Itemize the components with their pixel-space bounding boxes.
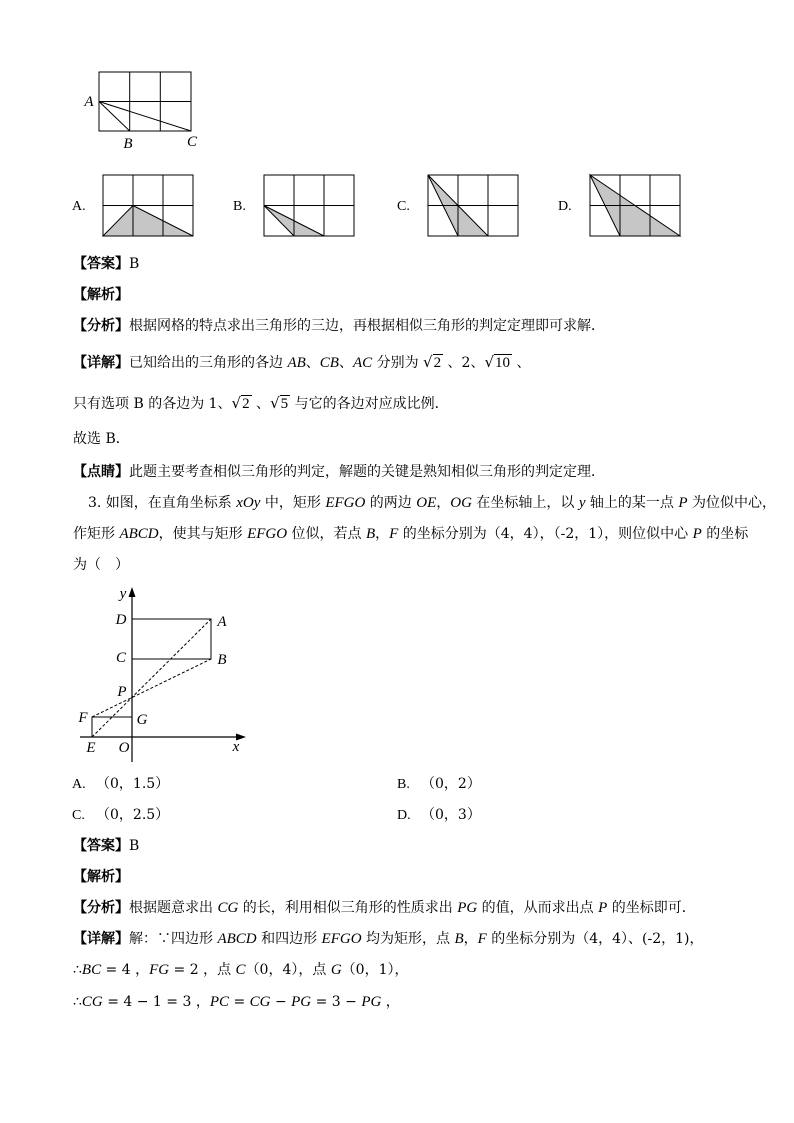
text-run: 为（ ） [73, 557, 129, 573]
choice-d-figure [590, 175, 680, 236]
section-tag: 【详解】 [73, 931, 129, 947]
point-label-d: D [115, 612, 127, 628]
math-variable: PG [457, 900, 478, 916]
math-variable: PG [361, 994, 382, 1010]
text-run: 的值，从而求出点 [477, 900, 599, 916]
axis-label-x: x [232, 739, 240, 755]
text-run: 的坐标 [701, 526, 749, 542]
math-variable: P [692, 526, 702, 542]
math-variable: CG [217, 900, 239, 916]
point-label-a: A [217, 614, 227, 630]
text-run: − [270, 994, 292, 1010]
text-run: 3. 如图，在直角坐标系 [88, 495, 237, 511]
q3-coordinate-figure [70, 580, 250, 765]
text-run: 、 [338, 355, 353, 371]
text-run: 的坐标分别为（4，4），（-2，1），则位似中心 [398, 526, 693, 542]
section-tag: 【点睛】 [73, 464, 129, 480]
section-tag: 【解析】 [73, 287, 129, 303]
text-run: 的两边 [365, 495, 417, 511]
square-root [270, 396, 290, 412]
rectangle-abcd [132, 619, 211, 659]
choice-value: （0，2.5） [96, 807, 170, 823]
choice-value: （0，1.5） [96, 776, 170, 792]
dashed-line-fb [92, 659, 211, 717]
math-variable: CB [319, 355, 339, 371]
point-label-c: C [186, 134, 198, 150]
point-label-g: G [136, 712, 148, 728]
square-root [423, 355, 443, 371]
q3-detail-line [73, 929, 704, 949]
math-variable: AB [287, 355, 306, 371]
q2-reference-figure [99, 72, 191, 131]
text-run: 已知给出的三角形的各边 [129, 355, 288, 371]
q3-answer-line [73, 836, 139, 856]
math-variable: F [389, 526, 399, 542]
math-variable: EFGO [325, 495, 366, 511]
q2-fenxi-line [73, 316, 605, 336]
text-run: 的长，利用相似三角形的性质求出 [238, 900, 458, 916]
math-variable: ABCD [217, 931, 257, 947]
choice-label: D. [397, 808, 411, 823]
point-label-c: C [115, 650, 127, 666]
text-run: 为位似中心， [687, 495, 777, 511]
section-tag: 【解析】 [73, 869, 129, 885]
text-run: ∴ [73, 994, 82, 1010]
text-run: = 4 − 1 = 3 ， [102, 994, 210, 1010]
text-run: 、 [305, 355, 320, 371]
choice-value: （0，2） [421, 776, 481, 792]
math-variable: F [477, 931, 487, 947]
math-variable: P [598, 900, 608, 916]
text-run: B [129, 838, 140, 854]
q2-figures [60, 60, 700, 250]
q2-detail-line [73, 393, 449, 414]
q3-stem-line [73, 555, 129, 575]
text-run: 的坐标即可． [607, 900, 696, 916]
text-run: 与它的各边对应成比例． [290, 396, 449, 412]
q3-choice-d[interactable] [397, 805, 481, 826]
math-variable: CG [81, 994, 103, 1010]
math-variable: OG [450, 495, 472, 511]
text-run: ， [375, 526, 390, 542]
q3-choice-a[interactable] [72, 774, 169, 795]
radicand: 10 [495, 355, 511, 371]
text-run: 只有选项 B 的各边为 1、 [73, 396, 232, 412]
math-variable: y [578, 495, 586, 511]
choice-label: A. [72, 777, 86, 792]
rectangle-efgo [92, 717, 132, 737]
math-variable: PC [209, 994, 230, 1010]
q2-choice-b-label[interactable]: B. [233, 199, 246, 214]
q2-conclusion-line [73, 429, 130, 449]
math-variable: OE [416, 495, 437, 511]
radicand: 5 [280, 396, 289, 412]
math-variable: EFGO [247, 526, 288, 542]
q3-choice-c[interactable] [72, 805, 169, 826]
q3-stem-line [88, 493, 776, 513]
section-tag: 【答案】 [73, 256, 129, 272]
choice-a-figure [103, 175, 193, 236]
y-axis-arrow-icon [129, 587, 136, 597]
text-run: ， [436, 495, 451, 511]
text-run: 解：∵四边形 [129, 931, 218, 947]
math-variable: B [365, 526, 376, 542]
q2-answer-line [73, 254, 139, 274]
text-run: 位似，若点 [287, 526, 366, 542]
point-label-b: B [123, 136, 133, 152]
math-variable: B [454, 931, 464, 947]
text-run: 作矩形 [73, 526, 120, 542]
text-run: 根据题意求出 [129, 900, 218, 916]
math-variable: FG [149, 962, 170, 978]
q3-detail-line [73, 960, 409, 980]
q2-detail-line [73, 352, 530, 373]
q2-choice-c-label[interactable]: C. [397, 199, 410, 214]
section-tag: 【分析】 [73, 900, 129, 916]
text-run: = 2 ，点 [169, 962, 236, 978]
dashed-line-ea [92, 619, 211, 737]
q2-tip-line [73, 462, 605, 482]
text-run: 、 [251, 396, 271, 412]
segment-ac [99, 102, 191, 132]
choice-b-figure [264, 175, 354, 236]
math-variable: BC [81, 962, 102, 978]
choice-c-figure [428, 175, 518, 236]
axis-label-y: y [119, 586, 127, 602]
text-run: 轴上的某一点 [585, 495, 679, 511]
text-run: ∴ [73, 962, 82, 978]
math-variable: ABCD [119, 526, 159, 542]
math-variable: G [330, 962, 342, 978]
text-run: 中，矩形 [260, 495, 326, 511]
text-run: 分别为 [372, 355, 424, 371]
point-label-o: O [118, 740, 130, 756]
section-tag: 【详解】 [73, 355, 129, 371]
text-run: 的坐标分别为（4，4）、(-2，1)， [486, 931, 704, 947]
radicand: 2 [433, 355, 442, 371]
text-run: 此题主要考查相似三角形的判定，解题的关键是熟知相似三角形的判定定理． [129, 464, 605, 480]
text-run: = [229, 994, 250, 1010]
math-variable: xOy [236, 495, 261, 511]
math-variable: EFGO [321, 931, 362, 947]
q2-choice-a-label[interactable]: A. [72, 199, 86, 214]
point-label-e: E [86, 740, 96, 756]
text-run: = 4 ， [101, 962, 150, 978]
text-run: （0，4），点 [245, 962, 331, 978]
point-label-a: A [84, 94, 94, 110]
math-variable: AC [352, 355, 373, 371]
q3-analysis-heading [73, 867, 129, 887]
choice-a-triangle [103, 206, 193, 237]
text-run: ， [463, 931, 478, 947]
choice-value: （0，3） [421, 807, 481, 823]
text-run: ， [381, 994, 400, 1010]
text-run: 、2、 [443, 355, 485, 371]
q3-stem-line [73, 524, 748, 544]
text-run: 故选 B． [73, 431, 130, 447]
text-run: 、 [512, 355, 531, 371]
q3-fenxi-line [73, 898, 696, 918]
point-label-b: B [217, 652, 227, 668]
text-run: B [129, 256, 140, 272]
math-variable: P [678, 495, 688, 511]
text-run: ，使其与矩形 [158, 526, 248, 542]
math-variable: CG [249, 994, 271, 1010]
text-run: （0，1）， [341, 962, 409, 978]
choice-label: C. [72, 808, 85, 823]
q2-analysis-heading [73, 285, 129, 305]
text-run: 根据网格的特点求出三角形的三边，再根据相似三角形的判定定理即可求解． [129, 318, 605, 334]
section-tag: 【分析】 [73, 318, 129, 334]
text-run: = 3 − [311, 994, 362, 1010]
section-tag: 【答案】 [73, 838, 129, 854]
point-label-p: P [117, 684, 127, 700]
text-run: 均为矩形，点 [361, 931, 455, 947]
q3-detail-line [73, 992, 400, 1012]
q3-choice-b[interactable] [397, 774, 481, 795]
text-run: 和四边形 [256, 931, 322, 947]
point-label-f: F [78, 710, 88, 726]
text-run: 在坐标轴上，以 [471, 495, 579, 511]
square-root [484, 355, 512, 371]
radicand: 2 [242, 396, 250, 412]
square-root [232, 396, 252, 412]
math-variable: C [235, 962, 246, 978]
choice-label: B. [397, 777, 410, 792]
math-variable: PG [291, 994, 312, 1010]
q2-choice-d-label[interactable]: D. [558, 199, 572, 214]
